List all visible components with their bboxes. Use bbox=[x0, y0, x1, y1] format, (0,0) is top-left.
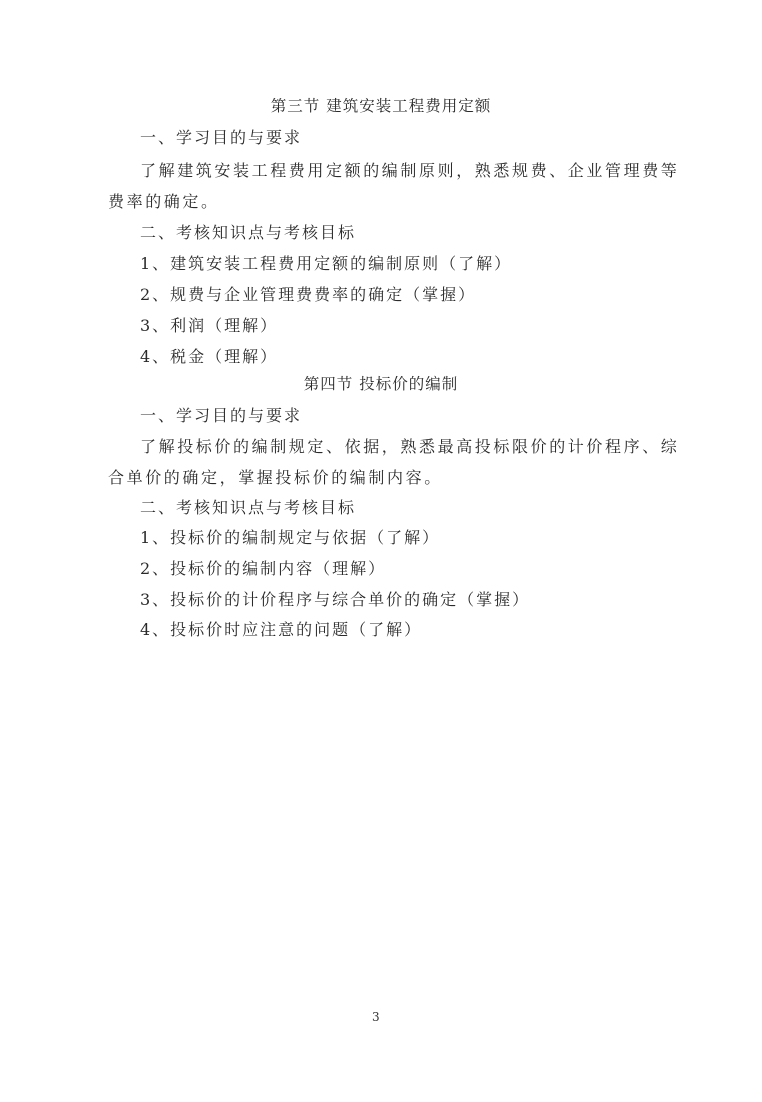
section-3-list-item: 3、利润（理解） bbox=[140, 316, 279, 335]
section-4-title: 第四节 投标价的编制 bbox=[303, 375, 459, 393]
section-4-list-item: 2、投标价的编制内容（理解） bbox=[140, 559, 387, 578]
section-3-list-item: 1、建筑安装工程费用定额的编制原则（了解） bbox=[140, 254, 513, 273]
section-4-paragraph-line-1: 了解投标价的编制规定、依据，熟悉最高投标限价的计价程序、综 bbox=[140, 437, 680, 456]
section-4-heading-objectives: 一、学习目的与要求 bbox=[140, 406, 303, 425]
section-3-list-item: 2、规费与企业管理费费率的确定（掌握） bbox=[140, 285, 477, 304]
section-4-paragraph-line-2: 合单价的确定，掌握投标价的编制内容。 bbox=[108, 468, 443, 487]
section-4-list-item: 3、投标价的计价程序与综合单价的确定（掌握） bbox=[140, 590, 531, 609]
section-4-list-item: 4、投标价时应注意的问题（了解） bbox=[140, 620, 423, 639]
section-3-heading-exam-points: 二、考核知识点与考核目标 bbox=[140, 223, 357, 242]
section-3-title: 第三节 建筑安装工程费用定额 bbox=[270, 97, 492, 115]
section-4-list-item: 1、投标价的编制规定与依据（了解） bbox=[140, 528, 441, 547]
section-3-paragraph-line-2: 费率的确定。 bbox=[108, 192, 220, 211]
section-3-heading-objectives: 一、学习目的与要求 bbox=[140, 128, 303, 147]
section-3-list-item: 4、税金（理解） bbox=[140, 347, 279, 366]
page-number: 3 bbox=[372, 1010, 380, 1024]
section-4-heading-exam-points: 二、考核知识点与考核目标 bbox=[140, 498, 357, 517]
section-3-paragraph-line-1: 了解建筑安装工程费用定额的编制原则，熟悉规费、企业管理费等 bbox=[140, 161, 680, 180]
